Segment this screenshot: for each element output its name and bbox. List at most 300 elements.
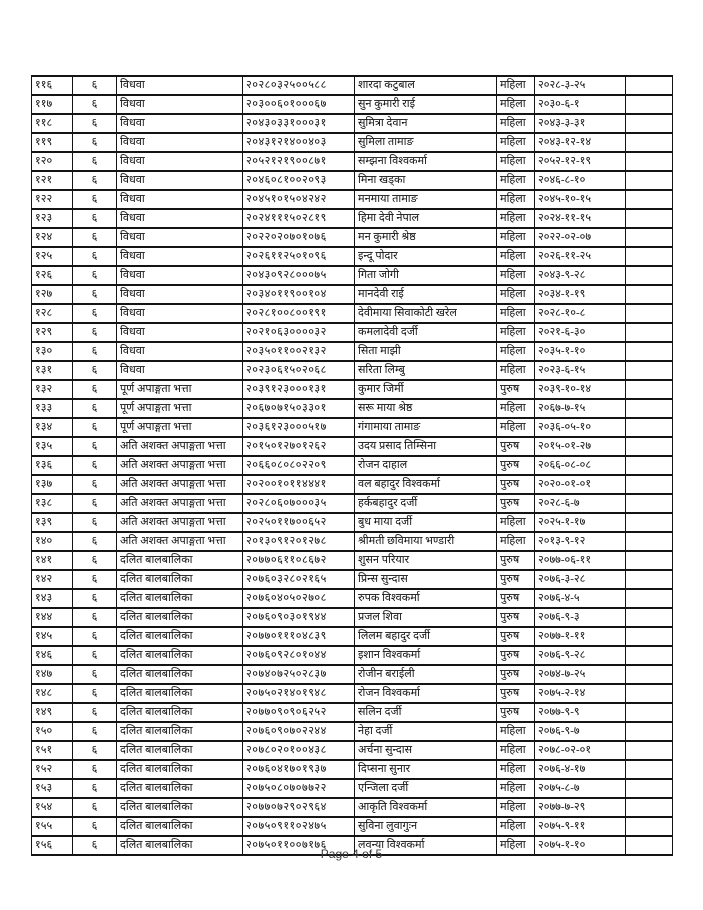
ward-number-cell: ६ — [73, 380, 117, 399]
empty-cell — [626, 228, 673, 247]
beneficiary-id-cell: २०२८०६०७०००३५ — [243, 494, 355, 513]
date-of-birth-cell: २०७६-९-३ — [535, 608, 626, 627]
beneficiary-id-cell: २०३४०११९००१०४ — [243, 285, 355, 304]
gender-cell: महिला — [497, 114, 535, 133]
table-row — [32, 703, 673, 722]
gender-cell: महिला — [497, 95, 535, 114]
beneficiary-name-cell: श्रीमती छविमाया भण्डारी — [355, 532, 497, 551]
beneficiary-id-cell: २०७७०७२९०२९६४ — [243, 798, 355, 817]
beneficiary-name-cell: लवन्या विश्वकर्मा — [355, 836, 497, 855]
serial-number-cell: १४७ — [32, 665, 73, 684]
ward-number-cell: ६ — [73, 475, 117, 494]
empty-cell — [626, 323, 673, 342]
gender-cell: पुरुष — [497, 665, 535, 684]
serial-number-cell: १५१ — [32, 741, 73, 760]
date-of-birth-cell: २०२८-६-७ — [535, 494, 626, 513]
date-of-birth-cell: २०३०-६-१ — [535, 95, 626, 114]
serial-number-cell: १४५ — [32, 627, 73, 646]
serial-number-cell: १२० — [32, 152, 73, 171]
gender-cell: पुरुष — [497, 380, 535, 399]
serial-number-cell: १३० — [32, 342, 73, 361]
empty-cell — [626, 95, 673, 114]
table-row — [32, 513, 673, 532]
date-of-birth-cell: २०७४-७-२५ — [535, 665, 626, 684]
beneficiary-id-cell: २०७५०२१४०१९४८ — [243, 684, 355, 703]
serial-number-cell: १२२ — [32, 190, 73, 209]
beneficiary-id-cell: २०४३०३३१०००३१ — [243, 114, 355, 133]
empty-cell — [626, 494, 673, 513]
ward-number-cell: ६ — [73, 361, 117, 380]
table-row — [32, 627, 673, 646]
beneficiary-name-cell: गिता जोगी — [355, 266, 497, 285]
table-row — [32, 475, 673, 494]
date-of-birth-cell: २०२८-३-२५ — [535, 76, 626, 95]
gender-cell: महिला — [497, 418, 535, 437]
serial-number-cell: १४० — [32, 532, 73, 551]
date-of-birth-cell: २०७८-०२-०१ — [535, 741, 626, 760]
serial-number-cell: १२९ — [32, 323, 73, 342]
allowance-type-cell: दलित बालबालिका — [117, 779, 243, 798]
date-of-birth-cell: २०४३-३-३१ — [535, 114, 626, 133]
ward-number-cell: ६ — [73, 627, 117, 646]
empty-cell — [626, 285, 673, 304]
table-row — [32, 399, 673, 418]
gender-cell: महिला — [497, 399, 535, 418]
gender-cell: पुरुष — [497, 703, 535, 722]
beneficiary-id-cell: २०२००१०११४४४१ — [243, 475, 355, 494]
serial-number-cell: १३९ — [32, 513, 73, 532]
date-of-birth-cell: २०२६-११-२५ — [535, 247, 626, 266]
ward-number-cell: ६ — [73, 570, 117, 589]
allowance-type-cell: दलित बालबालिका — [117, 570, 243, 589]
beneficiary-id-cell: २०७६०३२८०२१६५ — [243, 570, 355, 589]
table-row — [32, 342, 673, 361]
empty-cell — [626, 798, 673, 817]
empty-cell — [626, 532, 673, 551]
date-of-birth-cell: २०७६-४-५ — [535, 589, 626, 608]
ward-number-cell: ६ — [73, 798, 117, 817]
allowance-type-cell: अति अशक्त अपाङ्गता भत्ता — [117, 494, 243, 513]
allowance-type-cell: अति अशक्त अपाङ्गता भत्ता — [117, 475, 243, 494]
allowance-type-cell: विधवा — [117, 228, 243, 247]
table-row — [32, 247, 673, 266]
date-of-birth-cell: २०३९-१०-१४ — [535, 380, 626, 399]
allowance-type-cell: पूर्ण अपाङ्गता भत्ता — [117, 418, 243, 437]
gender-cell: महिला — [497, 817, 535, 836]
beneficiary-name-cell: उदय प्रसाद तिम्सिना — [355, 437, 497, 456]
serial-number-cell: १२३ — [32, 209, 73, 228]
date-of-birth-cell: २०७५-९-११ — [535, 817, 626, 836]
beneficiary-id-cell: २०४६०८१००२०९३ — [243, 171, 355, 190]
ward-number-cell: ६ — [73, 684, 117, 703]
ward-number-cell: ६ — [73, 741, 117, 760]
beneficiary-id-cell: २०४३०९२८०००७५ — [243, 266, 355, 285]
date-of-birth-cell: २०१५-०१-२७ — [535, 437, 626, 456]
ward-number-cell: ६ — [73, 437, 117, 456]
ward-number-cell: ६ — [73, 228, 117, 247]
ward-number-cell: ६ — [73, 665, 117, 684]
ward-number-cell: ६ — [73, 323, 117, 342]
table-row — [32, 190, 673, 209]
beneficiary-id-cell: २०२४१११५०२८१९ — [243, 209, 355, 228]
date-of-birth-cell: २०७६-३-२८ — [535, 570, 626, 589]
beneficiary-id-cell: २०७६०९२८०१०४४ — [243, 646, 355, 665]
page-footer: Page 4 of 5 — [320, 847, 383, 861]
ward-number-cell: ६ — [73, 589, 117, 608]
table-row — [32, 95, 673, 114]
empty-cell — [626, 608, 673, 627]
empty-cell — [626, 589, 673, 608]
gender-cell: महिला — [497, 285, 535, 304]
beneficiary-id-cell: २०२१०६३००००३२ — [243, 323, 355, 342]
empty-cell — [626, 684, 673, 703]
table-row — [32, 228, 673, 247]
date-of-birth-cell: २०२३-६-१५ — [535, 361, 626, 380]
table-row — [32, 798, 673, 817]
allowance-type-cell: दलित बालबालिका — [117, 608, 243, 627]
empty-cell — [626, 133, 673, 152]
serial-number-cell: १२५ — [32, 247, 73, 266]
empty-cell — [626, 551, 673, 570]
beneficiary-id-cell: २०१३०९१२०१२७८ — [243, 532, 355, 551]
table-body — [32, 76, 673, 855]
beneficiary-name-cell: लिलम बहादुर दर्जी — [355, 627, 497, 646]
table-row — [32, 741, 673, 760]
empty-cell — [626, 171, 673, 190]
beneficiary-name-cell: आकृति विश्वकर्मा — [355, 798, 497, 817]
allowance-type-cell: दलित बालबालिका — [117, 703, 243, 722]
gender-cell: महिला — [497, 171, 535, 190]
ward-number-cell: ६ — [73, 133, 117, 152]
beneficiary-id-cell: २०२८०३२५००५८८ — [243, 76, 355, 95]
gender-cell: पुरुष — [497, 627, 535, 646]
table-row — [32, 114, 673, 133]
beneficiary-id-cell: २०७६०९०३०१९४४ — [243, 608, 355, 627]
beneficiary-name-cell: एन्जिला दर्जी — [355, 779, 497, 798]
allowance-type-cell: विधवा — [117, 152, 243, 171]
ward-number-cell: ६ — [73, 285, 117, 304]
beneficiary-name-cell: देवीमाया सिवाकोटी खरेल — [355, 304, 497, 323]
beneficiary-id-cell: २०३५०११००२१३२ — [243, 342, 355, 361]
ward-number-cell: ६ — [73, 532, 117, 551]
allowance-type-cell: विधवा — [117, 171, 243, 190]
beneficiary-name-cell: हर्कबहादुर दर्जी — [355, 494, 497, 513]
table-row — [32, 133, 673, 152]
beneficiary-name-cell: मन कुमारी श्रेष्ठ — [355, 228, 497, 247]
serial-number-cell: १५४ — [32, 798, 73, 817]
empty-cell — [626, 665, 673, 684]
gender-cell: महिला — [497, 228, 535, 247]
gender-cell: पुरुष — [497, 551, 535, 570]
gender-cell: महिला — [497, 323, 535, 342]
beneficiary-name-cell: कमलादेवी दर्जी — [355, 323, 497, 342]
date-of-birth-cell: २०२१-६-३० — [535, 323, 626, 342]
beneficiary-name-cell: दिप्सना सुनार — [355, 760, 497, 779]
beneficiary-name-cell: मिना खड्का — [355, 171, 497, 190]
beneficiary-id-cell: २०७४०७२५०२८३७ — [243, 665, 355, 684]
serial-number-cell: १२८ — [32, 304, 73, 323]
beneficiary-id-cell: २०७८०२०१००४३८ — [243, 741, 355, 760]
beneficiary-id-cell: २०७७०६११०८६७२ — [243, 551, 355, 570]
ward-number-cell: ६ — [73, 836, 117, 855]
serial-number-cell: १५२ — [32, 760, 73, 779]
allowance-type-cell: पूर्ण अपाङ्गता भत्ता — [117, 399, 243, 418]
serial-number-cell: १४३ — [32, 589, 73, 608]
date-of-birth-cell: २०३६-०५-१० — [535, 418, 626, 437]
beneficiary-name-cell: कुमार जिर्मी — [355, 380, 497, 399]
gender-cell: महिला — [497, 532, 535, 551]
gender-cell: महिला — [497, 152, 535, 171]
beneficiary-name-cell: हिमा देवी नेपाल — [355, 209, 497, 228]
beneficiary-name-cell: सुविना लुवागुःन — [355, 817, 497, 836]
ward-number-cell: ६ — [73, 646, 117, 665]
ward-number-cell: ६ — [73, 171, 117, 190]
serial-number-cell: १४४ — [32, 608, 73, 627]
ward-number-cell: ६ — [73, 95, 117, 114]
beneficiary-id-cell: २०७५०११००७१७६ — [243, 836, 355, 855]
ward-number-cell: ६ — [73, 304, 117, 323]
date-of-birth-cell: २०७६-९-७ — [535, 722, 626, 741]
ward-number-cell: ६ — [73, 76, 117, 95]
ward-number-cell: ६ — [73, 190, 117, 209]
beneficiary-name-cell: इन्दू पोदार — [355, 247, 497, 266]
empty-cell — [626, 190, 673, 209]
serial-number-cell: १३४ — [32, 418, 73, 437]
empty-cell — [626, 342, 673, 361]
serial-number-cell: ११६ — [32, 76, 73, 95]
gender-cell: महिला — [497, 209, 535, 228]
beneficiary-id-cell: २०५२१२१९००८७१ — [243, 152, 355, 171]
serial-number-cell: १३६ — [32, 456, 73, 475]
empty-cell — [626, 114, 673, 133]
gender-cell: महिला — [497, 76, 535, 95]
serial-number-cell: १५३ — [32, 779, 73, 798]
beneficiary-name-cell: सुन कुमारी राई — [355, 95, 497, 114]
serial-number-cell: १४९ — [32, 703, 73, 722]
gender-cell: महिला — [497, 304, 535, 323]
serial-number-cell: १४१ — [32, 551, 73, 570]
allowance-type-cell: विधवा — [117, 247, 243, 266]
empty-cell — [626, 779, 673, 798]
allowance-type-cell: विधवा — [117, 266, 243, 285]
table-row — [32, 361, 673, 380]
date-of-birth-cell: २०४३-९-२८ — [535, 266, 626, 285]
serial-number-cell: ११९ — [32, 133, 73, 152]
ward-number-cell: ६ — [73, 513, 117, 532]
ward-number-cell: ६ — [73, 209, 117, 228]
ward-number-cell: ६ — [73, 817, 117, 836]
beneficiary-id-cell: २०७७०१११०४८३९ — [243, 627, 355, 646]
serial-number-cell: ११७ — [32, 95, 73, 114]
allowance-type-cell: विधवा — [117, 285, 243, 304]
gender-cell: महिला — [497, 266, 535, 285]
table-row — [32, 722, 673, 741]
date-of-birth-cell: २०२२-०२-०७ — [535, 228, 626, 247]
beneficiary-id-cell: २०३९१२३०००१३१ — [243, 380, 355, 399]
table-row — [32, 171, 673, 190]
date-of-birth-cell: २०७५-८-७ — [535, 779, 626, 798]
beneficiary-name-cell: रोजन दाहाल — [355, 456, 497, 475]
allowance-type-cell: विधवा — [117, 361, 243, 380]
beneficiary-name-cell: सलिन दर्जी — [355, 703, 497, 722]
gender-cell: महिला — [497, 190, 535, 209]
beneficiary-id-cell: २०१५०१२७०१२६२ — [243, 437, 355, 456]
gender-cell: महिला — [497, 798, 535, 817]
serial-number-cell: १४६ — [32, 646, 73, 665]
table-row — [32, 532, 673, 551]
empty-cell — [626, 627, 673, 646]
beneficiary-name-cell: शारदा कटुबाल — [355, 76, 497, 95]
empty-cell — [626, 304, 673, 323]
allowance-type-cell: दलित बालबालिका — [117, 722, 243, 741]
date-of-birth-cell: २०७५-१-१० — [535, 836, 626, 855]
empty-cell — [626, 380, 673, 399]
empty-cell — [626, 266, 673, 285]
beneficiary-name-cell: सरू माया श्रेष्ठ — [355, 399, 497, 418]
empty-cell — [626, 760, 673, 779]
table-row — [32, 209, 673, 228]
beneficiary-id-cell: २०४३१२१४००४०३ — [243, 133, 355, 152]
serial-number-cell: १२४ — [32, 228, 73, 247]
beneficiary-name-cell: इशान विश्वकर्मा — [355, 646, 497, 665]
gender-cell: महिला — [497, 361, 535, 380]
empty-cell — [626, 399, 673, 418]
table-row — [32, 779, 673, 798]
beneficiary-id-cell: २०२३०६१५०२०६८ — [243, 361, 355, 380]
beneficiary-id-cell: २०३६१२३०००५१७ — [243, 418, 355, 437]
ward-number-cell: ६ — [73, 551, 117, 570]
date-of-birth-cell: २०४५-१०-१५ — [535, 190, 626, 209]
empty-cell — [626, 703, 673, 722]
ward-number-cell: ६ — [73, 152, 117, 171]
serial-number-cell: १३५ — [32, 437, 73, 456]
ward-number-cell: ६ — [73, 608, 117, 627]
allowance-type-cell: अति अशक्त अपाङ्गता भत्ता — [117, 532, 243, 551]
gender-cell: पुरुष — [497, 608, 535, 627]
date-of-birth-cell: २०७६-९-२८ — [535, 646, 626, 665]
ward-number-cell: ६ — [73, 760, 117, 779]
table-row — [32, 760, 673, 779]
beneficiary-name-cell: रुपक विश्वकर्मा — [355, 589, 497, 608]
table-row — [32, 456, 673, 475]
allowance-type-cell: विधवा — [117, 76, 243, 95]
beneficiary-name-cell: अर्चना सुन्दास — [355, 741, 497, 760]
date-of-birth-cell: २०७७-१-११ — [535, 627, 626, 646]
table-row — [32, 304, 673, 323]
allowance-type-cell: विधवा — [117, 323, 243, 342]
gender-cell: महिला — [497, 247, 535, 266]
ward-number-cell: ६ — [73, 703, 117, 722]
serial-number-cell: १३२ — [32, 380, 73, 399]
beneficiary-name-cell: सुमित्रा देवान — [355, 114, 497, 133]
beneficiary-id-cell: २०२२०२०७०१०७६ — [243, 228, 355, 247]
date-of-birth-cell: २०२५-१-१७ — [535, 513, 626, 532]
serial-number-cell: १४२ — [32, 570, 73, 589]
beneficiary-name-cell: सरिता लिम्बु — [355, 361, 497, 380]
allowance-type-cell: दलित बालबालिका — [117, 665, 243, 684]
beneficiary-name-cell: वल बहादुर विश्वकर्मा — [355, 475, 497, 494]
beneficiary-name-cell: नेहा दर्जी — [355, 722, 497, 741]
table-row — [32, 266, 673, 285]
allowance-type-cell: विधवा — [117, 304, 243, 323]
date-of-birth-cell: २०५२-१२-१९ — [535, 152, 626, 171]
gender-cell: पुरुष — [497, 437, 535, 456]
empty-cell — [626, 456, 673, 475]
ward-number-cell: ६ — [73, 266, 117, 285]
ward-number-cell: ६ — [73, 456, 117, 475]
allowance-type-cell: पूर्ण अपाङ्गता भत्ता — [117, 380, 243, 399]
ward-number-cell: ६ — [73, 779, 117, 798]
date-of-birth-cell: २०७७-७-२९ — [535, 798, 626, 817]
allowance-type-cell: दलित बालबालिका — [117, 836, 243, 855]
gender-cell: महिला — [497, 513, 535, 532]
ward-number-cell: ६ — [73, 247, 117, 266]
empty-cell — [626, 418, 673, 437]
beneficiary-id-cell: २०२५०११७००६५२ — [243, 513, 355, 532]
ward-number-cell: ६ — [73, 494, 117, 513]
beneficiary-id-cell: २०७६०४०५०२७०८ — [243, 589, 355, 608]
beneficiary-id-cell: २०४५१०१५०४२४२ — [243, 190, 355, 209]
beneficiary-name-cell: शुसन परियार — [355, 551, 497, 570]
serial-number-cell: १५० — [32, 722, 73, 741]
table-row — [32, 589, 673, 608]
ward-number-cell: ६ — [73, 342, 117, 361]
beneficiary-id-cell: २०७६०४१७०१९३७ — [243, 760, 355, 779]
serial-number-cell: १५६ — [32, 836, 73, 855]
table-row — [32, 570, 673, 589]
gender-cell: पुरुष — [497, 475, 535, 494]
date-of-birth-cell: २०६६-०८-०८ — [535, 456, 626, 475]
allowance-type-cell: विधवा — [117, 114, 243, 133]
empty-cell — [626, 361, 673, 380]
date-of-birth-cell: २०७७-९-९ — [535, 703, 626, 722]
allowance-type-cell: विधवा — [117, 209, 243, 228]
allowance-type-cell: विधवा — [117, 95, 243, 114]
beneficiary-id-cell: २०२८१००८००१९१ — [243, 304, 355, 323]
date-of-birth-cell: २०६७-७-१५ — [535, 399, 626, 418]
gender-cell: महिला — [497, 342, 535, 361]
gender-cell: महिला — [497, 836, 535, 855]
table-row — [32, 418, 673, 437]
table-row — [32, 684, 673, 703]
empty-cell — [626, 152, 673, 171]
gender-cell: पुरुष — [497, 684, 535, 703]
gender-cell: महिला — [497, 722, 535, 741]
ward-number-cell: ६ — [73, 722, 117, 741]
date-of-birth-cell: २०४३-१२-१४ — [535, 133, 626, 152]
table-row — [32, 608, 673, 627]
beneficiary-name-cell: गंगामाया तामाङ — [355, 418, 497, 437]
empty-cell — [626, 247, 673, 266]
empty-cell — [626, 741, 673, 760]
date-of-birth-cell: २०२४-११-१५ — [535, 209, 626, 228]
allowance-type-cell: दलित बालबालिका — [117, 817, 243, 836]
beneficiary-id-cell: २०६७०७१५०३३०१ — [243, 399, 355, 418]
beneficiary-id-cell: २०६६०८०८०२२०९ — [243, 456, 355, 475]
allowance-type-cell: अति अशक्त अपाङ्गता भत्ता — [117, 513, 243, 532]
beneficiary-name-cell: बुध माया दर्जी — [355, 513, 497, 532]
serial-number-cell: १३१ — [32, 361, 73, 380]
date-of-birth-cell: २०७६-४-१७ — [535, 760, 626, 779]
date-of-birth-cell: २०२०-०१-०१ — [535, 475, 626, 494]
beneficiary-name-cell: सम्झना विश्वकर्मा — [355, 152, 497, 171]
serial-number-cell: १४८ — [32, 684, 73, 703]
gender-cell: पुरुष — [497, 589, 535, 608]
beneficiary-name-cell: मानदेवी राई — [355, 285, 497, 304]
allowance-type-cell: दलित बालबालिका — [117, 627, 243, 646]
beneficiary-id-cell: २०७५०९११०२४७५ — [243, 817, 355, 836]
beneficiary-id-cell: २०३००६०१०००६७ — [243, 95, 355, 114]
